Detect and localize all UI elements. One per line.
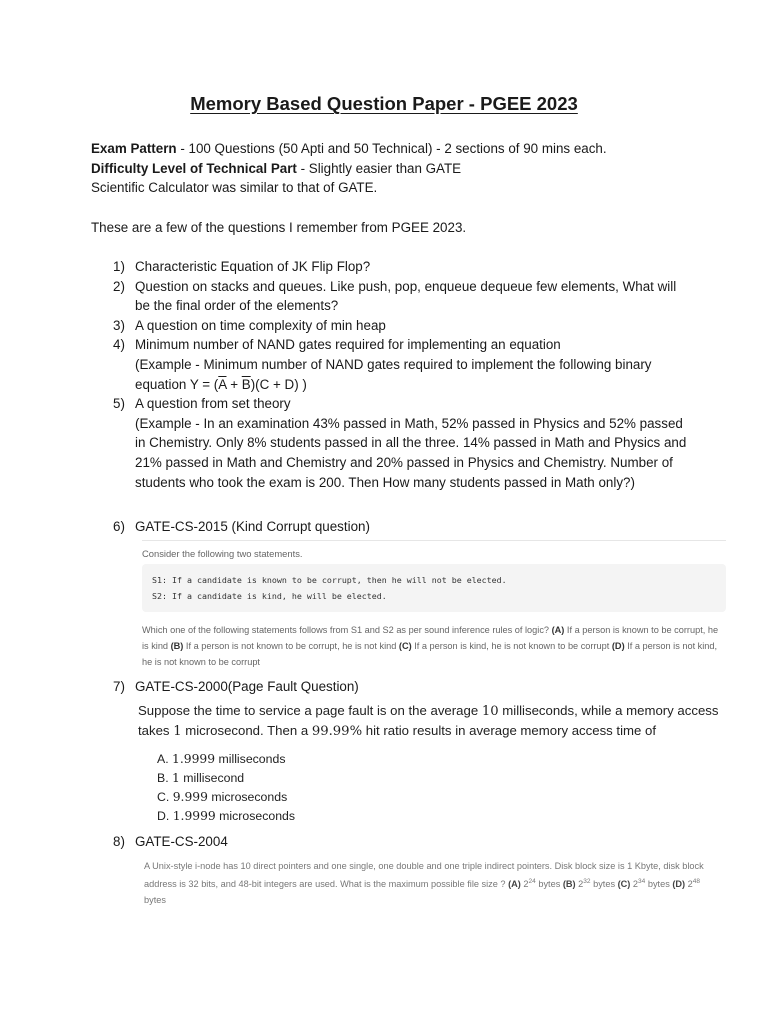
question-6-body xyxy=(142,622,726,670)
question-6-heading xyxy=(113,517,370,537)
exam-pattern-label: Exam Pattern xyxy=(91,141,177,156)
option-label: C. xyxy=(157,790,173,804)
question-list xyxy=(91,257,691,492)
list-item xyxy=(157,788,295,807)
question-number: 7) xyxy=(113,679,125,694)
option-d-text: If a person is not kind, he is not known to be corrupt xyxy=(142,641,718,667)
option-label: B. xyxy=(157,771,173,785)
question-8-heading xyxy=(113,832,228,852)
question-6-statements xyxy=(142,564,726,612)
question-text: A question from set theory xyxy=(135,396,291,412)
difficulty-line xyxy=(91,159,731,179)
option-c-label: (C) xyxy=(617,879,631,890)
statement-s2: S2: If a candidate is kind, he will be elected. xyxy=(152,591,387,601)
option-b-base: 2 xyxy=(575,879,584,890)
option-unit: microseconds xyxy=(215,809,296,823)
question-text: Question on stacks and queues. Like push, pop, enqueue dequeue few elements, What will be the final order of the elements? xyxy=(135,278,677,314)
option-value: 1.9999 xyxy=(172,752,216,766)
difficulty-text: - Slightly easier than GATE xyxy=(296,160,462,176)
option-d-unit: bytes xyxy=(144,895,166,906)
question-7-body xyxy=(138,701,728,741)
list-item xyxy=(91,316,691,336)
question-number: 5) xyxy=(113,396,125,412)
option-a-unit: bytes xyxy=(535,879,563,890)
question-8-body xyxy=(144,858,724,908)
equation-var-b: $\overline{B}$ xyxy=(241,376,251,392)
option-c-exponent: 34 xyxy=(638,878,646,885)
option-value: 9.999 xyxy=(172,790,208,804)
q7-text-1: Suppose the time to service a page fault is on the average xyxy=(138,703,482,718)
list-item xyxy=(157,750,295,769)
question-7-heading xyxy=(113,677,359,697)
question-number: 4) xyxy=(113,337,125,353)
page-title: Memory Based Question Paper - PGEE 2023 xyxy=(190,93,578,114)
option-b-unit: bytes xyxy=(590,879,618,890)
calculator-line: Scientific Calculator was similar to that of GATE. xyxy=(91,180,378,196)
q7-text-2: milliseconds, while a memory access takes xyxy=(138,703,719,738)
question-example: (Example - Minimum number of NAND gates required to implement the following binary equation Y = ( xyxy=(135,356,652,392)
exam-pattern-text: - 100 Questions (50 Apti and 50 Technical) - 2 sections of 90 mins each. xyxy=(176,141,607,156)
option-unit: millisecond xyxy=(179,771,245,785)
option-c-text: If a person is kind, he is not known to be corrupt xyxy=(411,641,612,651)
option-c-unit: bytes xyxy=(645,879,673,890)
divider xyxy=(142,540,726,541)
option-c-base: 2 xyxy=(630,879,639,890)
option-unit: milliseconds xyxy=(215,752,286,766)
option-a-label: (A) xyxy=(551,625,565,635)
option-a-base: 2 xyxy=(520,879,529,890)
list-item xyxy=(91,335,691,394)
question-text: Minimum number of NAND gates required for implementing an equation xyxy=(135,337,561,353)
option-c-label: (C) xyxy=(398,641,412,651)
q7-value-1: 10 xyxy=(481,704,499,719)
question-example: (Example - In an examination 43% passed in Math, 52% passed in Physics and 52% passed in Chemistry. Only 8% students passed in all the three. 14% passed in Math and Physics and 21% passed in Math and Chemistry and 20% passed in Physics and Chemistry. Number of students who took the exam is 200. Then How many students passed in Math only?) xyxy=(135,415,687,490)
q7-text-3: microsecond. Then a xyxy=(181,723,312,738)
question-number: 8) xyxy=(113,834,125,849)
option-b-text: If a person is not known to be corrupt, he is not kind xyxy=(183,641,399,651)
question-number: 3) xyxy=(113,317,125,333)
option-b-label: (B) xyxy=(170,641,184,651)
option-a-exponent: 24 xyxy=(528,878,536,885)
option-unit: microseconds xyxy=(207,790,288,804)
option-d-label: (D) xyxy=(672,879,686,890)
lead-paragraph: These are a few of the questions I remember from PGEE 2023. xyxy=(91,220,467,235)
question-number: 6) xyxy=(113,519,125,534)
question-6-prompt: Which one of the following statements follows from S1 and S2 as per sound inference rules of logic? xyxy=(142,625,550,635)
q7-value-2: 1 xyxy=(173,724,182,739)
option-d-exponent: 48 xyxy=(692,878,701,885)
option-value: 1 xyxy=(172,771,180,785)
question-6-intro: Consider the following two statements. xyxy=(142,548,303,559)
exam-info xyxy=(91,139,731,198)
question-text: A question on time complexity of min heap xyxy=(135,317,386,333)
equation-plus: + xyxy=(226,376,242,392)
option-label: A. xyxy=(157,752,173,766)
statement-s1: S1: If a candidate is known to be corrupt, then he will not be elected. xyxy=(152,575,507,585)
question-title: GATE-CS-2015 (Kind Corrupt question) xyxy=(135,519,370,534)
option-a-text: If a person is known to be corrupt, he is kind xyxy=(142,625,719,651)
option-b-label: (B) xyxy=(562,879,576,890)
question-number: 2) xyxy=(113,278,125,294)
question-number: 1) xyxy=(113,259,125,274)
option-value: 1.9999 xyxy=(172,809,216,823)
list-item xyxy=(157,769,295,788)
equation-var-a: $\overline{A}$ xyxy=(218,376,227,392)
list-item xyxy=(91,277,691,316)
difficulty-label: Difficulty Level of Technical Part xyxy=(91,160,297,176)
option-d-base: 2 xyxy=(685,879,693,890)
list-item xyxy=(91,257,691,277)
option-label: D. xyxy=(157,809,173,823)
equation-rest: )(C + D) ) xyxy=(250,376,307,392)
list-item xyxy=(91,394,691,492)
option-a-label: (A) xyxy=(508,879,521,890)
exam-pattern-line xyxy=(91,139,731,159)
question-title: GATE-CS-2000(Page Fault Question) xyxy=(135,679,359,694)
question-7-options xyxy=(157,750,295,826)
option-b-exponent: 32 xyxy=(583,878,591,885)
q7-value-3: 99.99% xyxy=(311,724,363,739)
question-title: GATE-CS-2004 xyxy=(135,834,228,849)
list-item xyxy=(157,807,295,826)
q7-text-4: hit ratio results in average memory access time of xyxy=(362,723,657,738)
question-8-prompt: A Unix-style i-node has 10 direct pointers and one single, one double and one triple indirect pointers. Disk block size is 1 Kbyte, disk block address is 32 bits, and 48-bit integers are used. What is the maximum possible file size ? xyxy=(144,861,704,890)
option-d-label: (D) xyxy=(611,641,625,651)
question-text: Characteristic Equation of JK Flip Flop? xyxy=(135,259,371,274)
